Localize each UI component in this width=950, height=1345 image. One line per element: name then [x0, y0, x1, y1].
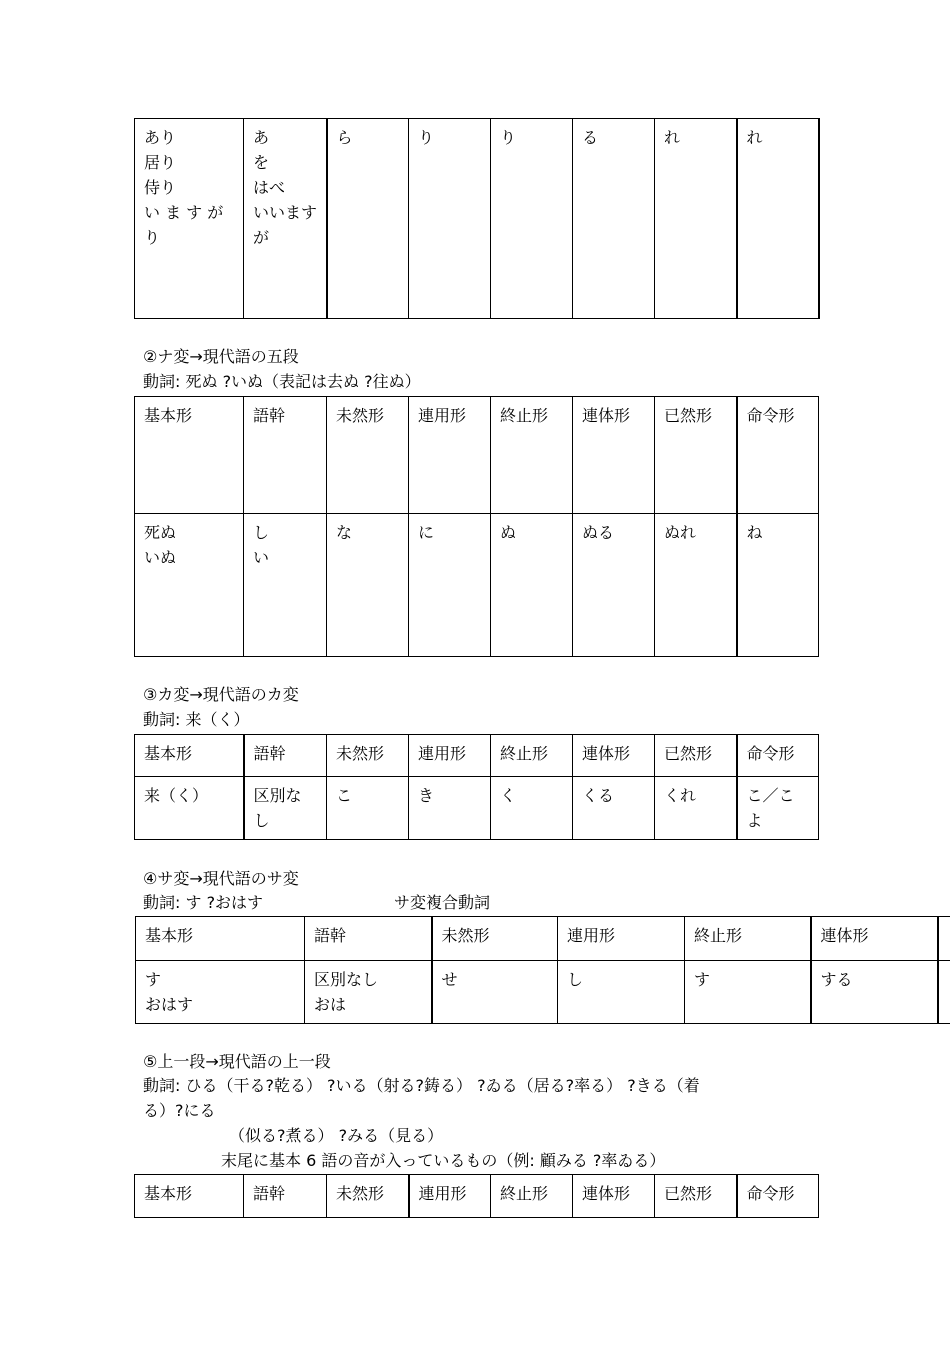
table-header-row: [135, 735, 819, 777]
table-kamiichi: [134, 1174, 819, 1218]
cell-rentai: [573, 119, 655, 319]
cell-gokan: [305, 961, 432, 1024]
cell-line: る: [582, 128, 599, 147]
verbs-line-kamiichi-3: （似る?煮る） ?みる（見る）: [229, 1126, 444, 1145]
cell-gokan: [244, 514, 327, 657]
header-cell: 未然形: [432, 917, 558, 961]
header-cell: 命令形: [737, 397, 819, 514]
header-cell: 未然形: [327, 397, 409, 514]
header-cell: 已然形: [655, 397, 737, 514]
cell-renyo: [409, 777, 491, 840]
header-cell: 未然形: [327, 735, 409, 777]
header-cell-cutoff: [938, 917, 950, 961]
cell-line: い ま す が: [144, 203, 224, 222]
cell-line: ね: [746, 523, 763, 542]
cell-line: せ: [441, 970, 458, 989]
cell-meirei: [737, 514, 819, 657]
cell-line: す: [694, 970, 711, 989]
verbs-note-sahen: サ変複合動詞: [394, 893, 491, 912]
section-title-kamiichi: ⑤上一段→現代語の上一段: [143, 1052, 331, 1071]
header-cell: 命令形: [737, 1175, 819, 1218]
verbs-line-sahen: 動詞: す ?おはす: [143, 893, 264, 912]
table-row: [135, 119, 819, 319]
header-cell: 終止形: [491, 397, 573, 514]
cell-line: し: [253, 811, 270, 830]
cell-kihonkei: [135, 777, 244, 840]
cell-meirei: [737, 777, 819, 840]
cell-izen: [655, 777, 737, 840]
cell-renyo: [409, 514, 491, 657]
cell-mizen: [432, 961, 558, 1024]
cell-izen: [655, 119, 737, 319]
header-cell: 已然形: [655, 1175, 737, 1218]
cell-line: な: [336, 523, 353, 542]
header-cell: 命令形: [737, 735, 819, 777]
cell-line: あ: [253, 128, 270, 147]
cell-shushi: [491, 119, 573, 319]
cell-line: す: [145, 970, 162, 989]
cell-line: 来（く）: [144, 786, 209, 805]
cell-line: れ: [746, 128, 763, 147]
cell-izen: [655, 514, 737, 657]
cell-line: くれ: [664, 786, 697, 805]
header-cell: 基本形: [135, 397, 244, 514]
header-cell: 語幹: [244, 397, 327, 514]
header-cell: 連用形: [409, 1175, 491, 1218]
cell-line: こ: [336, 786, 353, 805]
cell-line: おは: [314, 995, 347, 1014]
table-row: [135, 514, 819, 657]
verbs-line-kamiichi-2: る）?にる: [143, 1101, 216, 1120]
cell-line: ぬれ: [664, 523, 697, 542]
cell-line: いいます: [253, 203, 318, 222]
header-cell: 語幹: [244, 735, 327, 777]
cell-line: ぬる: [582, 523, 615, 542]
cell-line: り: [418, 128, 435, 147]
cell-rentai: [811, 961, 938, 1024]
cell-line: 区別なし: [314, 970, 379, 989]
cell-line: 区別な: [253, 786, 302, 805]
cell-line: い: [253, 548, 270, 567]
cell-rentai: [573, 514, 655, 657]
section-title-sahen: ④サ変→現代語のサ変: [143, 869, 299, 888]
cell-gokan: [244, 777, 327, 840]
verbs-line-kamiichi-1: 動詞: ひる（干る?乾る） ?いる（射る?鋳る） ?ゐる（居る?率る） ?きる（着: [143, 1076, 700, 1095]
cell-line: はべ: [253, 178, 286, 197]
cell-line: り: [144, 228, 161, 247]
header-cell: 基本形: [135, 735, 244, 777]
cell-line: が: [253, 228, 270, 247]
cell-line: ら: [336, 128, 353, 147]
header-cell: 連用形: [558, 917, 685, 961]
cell-line: に: [418, 523, 435, 542]
header-cell: 連用形: [409, 397, 491, 514]
cell-line: ぬ: [500, 523, 517, 542]
section-title-nahen: ②ナ変→現代語の五段: [143, 347, 299, 366]
table-nahen: [134, 396, 819, 657]
cell-kihonkei: [135, 119, 244, 319]
cell-line: 侍り: [144, 178, 177, 197]
verbs-line-kamiichi-4: 末尾に基本 6 語の音が入っているもの（例: 顧みる ?率ゐる）: [221, 1151, 666, 1170]
header-cell: 語幹: [244, 1175, 327, 1218]
cell-line: 死ぬ: [144, 523, 177, 542]
cell-gokan: [244, 119, 327, 319]
header-cell: 終止形: [491, 735, 573, 777]
cell-renyo: [558, 961, 685, 1024]
cell-line: く: [500, 786, 517, 805]
header-cell: 連体形: [573, 735, 655, 777]
header-cell: 終止形: [491, 1175, 573, 1218]
table-header-row: [135, 1175, 819, 1218]
table-header-row: [136, 917, 950, 961]
cell-rentai: [573, 777, 655, 840]
table-sahen: [135, 916, 950, 1024]
header-cell: 語幹: [305, 917, 432, 961]
cell-kihonkei: [135, 514, 244, 657]
cell-mizen: [327, 777, 409, 840]
cell-line: を: [253, 153, 270, 172]
table-ari: [134, 118, 820, 319]
cell-renyo: [409, 119, 491, 319]
verbs-line-nahen: 動詞: 死ぬ ?いぬ（表記は去ぬ ?往ぬ）: [143, 372, 421, 391]
cell-shushi: [491, 514, 573, 657]
header-cell: 連体形: [811, 917, 938, 961]
table-kahen: [134, 734, 819, 840]
cell-line: あり: [144, 128, 177, 147]
cell-line: する: [820, 970, 853, 989]
header-cell: 已然形: [655, 735, 737, 777]
header-cell: 未然形: [327, 1175, 409, 1218]
section-title-kahen: ③カ変→現代語のカ変: [143, 685, 299, 704]
table-row: [135, 777, 819, 840]
table-header-row: [135, 397, 819, 514]
cell-cutoff: [938, 961, 950, 1024]
cell-mizen: [327, 119, 409, 319]
header-cell: 基本形: [136, 917, 305, 961]
cell-shushi: [491, 777, 573, 840]
cell-line: き: [418, 786, 435, 805]
header-cell: 連体形: [573, 397, 655, 514]
cell-kihonkei: [136, 961, 305, 1024]
cell-line: れ: [664, 128, 681, 147]
cell-meirei: [737, 119, 819, 319]
cell-shushi: [685, 961, 811, 1024]
cell-line: 居り: [144, 153, 177, 172]
header-cell: 連用形: [409, 735, 491, 777]
cell-line: し: [253, 523, 270, 542]
verbs-line-kahen: 動詞: 来（く）: [143, 710, 250, 729]
cell-line: くる: [582, 786, 615, 805]
header-cell: 連体形: [573, 1175, 655, 1218]
cell-line: よ: [746, 811, 763, 830]
cell-line: り: [500, 128, 517, 147]
cell-line: し: [567, 970, 584, 989]
header-cell: 終止形: [685, 917, 811, 961]
table-row: [136, 961, 950, 1024]
cell-mizen: [327, 514, 409, 657]
header-cell: 基本形: [135, 1175, 244, 1218]
cell-line: こ／こ: [746, 786, 795, 805]
cell-line: おはす: [145, 995, 194, 1014]
cell-line: いぬ: [144, 548, 177, 567]
